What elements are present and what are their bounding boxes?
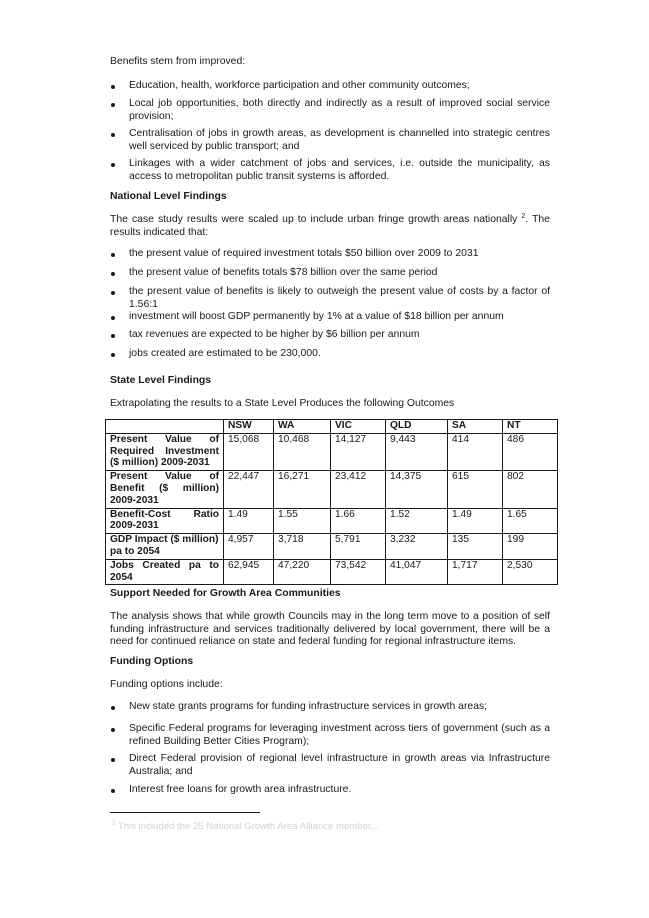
national-item: the present value of benefits totals $78 billion over the same period (129, 267, 438, 278)
table-row (106, 559, 558, 585)
table-header-cell: NSW (224, 420, 274, 434)
table-row (106, 534, 558, 560)
table-header-cell: WA (274, 420, 331, 434)
support-body: The analysis shows that while growth Councils may in the long term move to a position of self funding infrastructure and services traditionally delivered by local government, there will be a need for continued reliance on state and federal funding for regional infrastructure items. (110, 611, 550, 648)
national-intro-text-end: . The results indicated that: (110, 214, 550, 238)
table-cell: 1.65 (503, 508, 558, 534)
national-heading: National Level Findings (110, 191, 227, 202)
table-cell: 62,945 (224, 559, 274, 585)
bullet-icon (111, 313, 117, 319)
bullet-icon (111, 331, 117, 337)
funding-heading: Funding Options (110, 656, 194, 667)
national-item: tax revenues are expected to be higher by $6 billion per annum (129, 329, 420, 340)
table-row-label: Present Value of Required Investment ($ million) 2009-2031 (106, 433, 224, 470)
state-findings-table (105, 419, 558, 585)
table-row-label: Jobs Created pa to 2054 (106, 559, 224, 585)
table-header-cell: QLD (386, 420, 448, 434)
funding-item: Specific Federal programs for leveraging investment across tiers of government (such as a refined Building Better Cities Program); (129, 723, 550, 747)
table-cell: 14,375 (386, 471, 448, 508)
national-intro (110, 214, 550, 239)
bullet-icon (111, 288, 117, 294)
table-cell: 23,412 (331, 471, 386, 508)
funding-item: New state grants programs for funding infrastructure services in growth areas; (129, 701, 488, 712)
table-row (106, 508, 558, 534)
table-header-cell: NT (503, 420, 558, 434)
table-row (106, 433, 558, 470)
table-cell: 16,271 (274, 471, 331, 508)
table-cell: 1.55 (274, 508, 331, 534)
table-row (106, 471, 558, 508)
table-cell: 1.52 (386, 508, 448, 534)
table-cell: 73,542 (331, 559, 386, 585)
table-cell: 14,127 (331, 433, 386, 470)
footnote-divider (110, 812, 260, 813)
table-row-label: Present Value of Benefit ($ million) 2009-2031 (106, 471, 224, 508)
footnote-reference[interactable]: 2 (521, 213, 526, 220)
benefits-item: Local job opportunities, both directly and indirectly as a result of improved social service provision; (129, 98, 550, 122)
funding-item: Interest free loans for growth area infrastructure. (129, 784, 352, 795)
table-header-cell: VIC (331, 420, 386, 434)
table-row-label: Benefit-Cost Ratio 2009-2031 (106, 508, 224, 534)
national-intro-text: The case study results were scaled up to include urban fringe growth areas nationally (110, 214, 518, 225)
table-cell: 135 (448, 534, 503, 560)
bullet-icon (111, 725, 117, 731)
table-cell: 1.49 (224, 508, 274, 534)
table-cell: 2,530 (503, 559, 558, 585)
table-cell: 1.49 (448, 508, 503, 534)
table-cell: 3,232 (386, 534, 448, 560)
table-cell: 1,717 (448, 559, 503, 585)
table-cell: 4,957 (224, 534, 274, 560)
state-intro: Extrapolating the results to a State Level Produces the following Outcomes (110, 398, 455, 409)
table-cell: 15,068 (224, 433, 274, 470)
table-cell: 1.66 (331, 508, 386, 534)
national-item: investment will boost GDP permanently by 1% at a value of $18 billion per annum (129, 311, 504, 322)
bullet-icon (111, 786, 117, 792)
table-cell: 5,791 (331, 534, 386, 560)
bullet-icon (111, 350, 117, 356)
footnote-mark: 2 (112, 821, 116, 827)
benefits-intro: Benefits stem from improved: (110, 56, 246, 67)
table-cell: 22,447 (224, 471, 274, 508)
table-cell: 802 (503, 471, 558, 508)
table-cell: 615 (448, 471, 503, 508)
table-cell: 414 (448, 433, 503, 470)
bullet-icon (111, 703, 117, 709)
national-item: the present value of required investment totals $50 billion over 2009 to 2031 (129, 248, 479, 259)
table-header-cell: SA (448, 420, 503, 434)
bullet-icon (111, 755, 117, 761)
table-header-cell (106, 420, 224, 434)
national-item: the present value of benefits is likely to outweigh the present value of costs by a factor of 1.56:1 (129, 286, 550, 310)
table-row-label: GDP Impact ($ million) pa to 2054 (106, 534, 224, 560)
bullet-icon (111, 100, 117, 106)
state-heading: State Level Findings (110, 375, 212, 386)
table-header-row (106, 420, 558, 434)
benefits-item: Centralisation of jobs in growth areas, as development is channelled into strategic centres well serviced by public transport; and (129, 128, 550, 152)
national-item: jobs created are estimated to be 230,000. (129, 348, 321, 359)
funding-intro: Funding options include: (110, 679, 223, 690)
bullet-icon (111, 269, 117, 275)
table-cell: 3,718 (274, 534, 331, 560)
table-cell: 199 (503, 534, 558, 560)
benefits-item: Linkages with a wider catchment of jobs and services, i.e. outside the municipality, as access to metropolitan public transit systems is afforded. (129, 158, 550, 182)
support-heading: Support Needed for Growth Area Communities (110, 588, 341, 599)
table-cell: 47,220 (274, 559, 331, 585)
bullet-icon (111, 250, 117, 256)
footnote (112, 821, 512, 834)
bullet-icon (111, 130, 117, 136)
benefits-item: Education, health, workforce participation and other community outcomes; (129, 80, 470, 91)
table-cell: 486 (503, 433, 558, 470)
table-cell: 41,047 (386, 559, 448, 585)
table-cell: 9,443 (386, 433, 448, 470)
funding-item: Direct Federal provision of regional level infrastructure in growth areas via Infrastructure Australia; and (129, 753, 550, 777)
footnote-text: This included the 25 National Growth Area Alliance member... (117, 821, 379, 832)
bullet-icon (111, 82, 117, 88)
bullet-icon (111, 160, 117, 166)
table-cell: 10,468 (274, 433, 331, 470)
